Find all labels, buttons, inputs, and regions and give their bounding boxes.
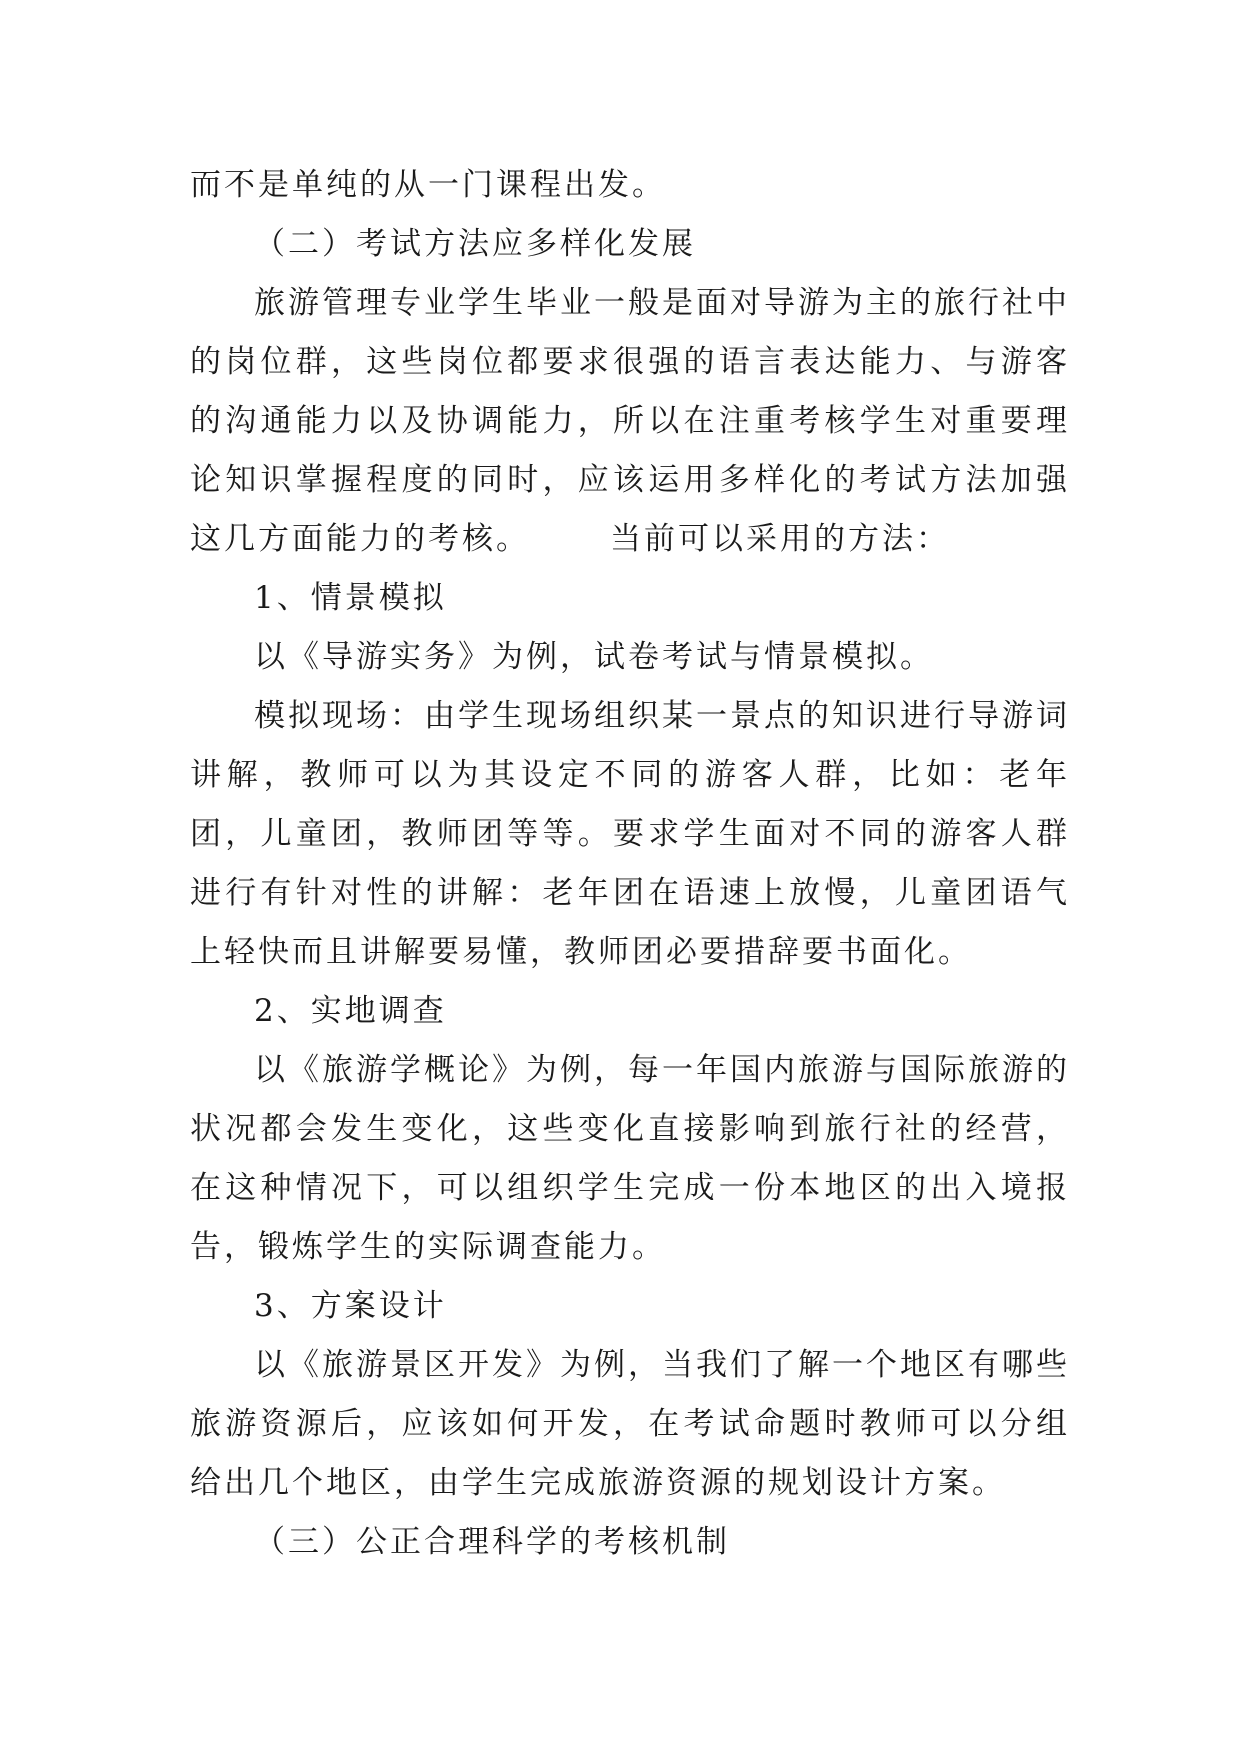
paragraph-exam-methods	[190, 274, 1070, 569]
paragraph-guide-practice: 以《导游实务》为例，试卷考试与情景模拟。	[254, 639, 934, 675]
subheading-field-survey: 2、实地调查	[254, 993, 447, 1029]
subheading-scenario-simulation: 1、情景模拟	[254, 580, 447, 616]
paragraph-simulation-scene: 模拟现场：由学生现场组织某一景点的知识进行导游词讲解，教师可以为其设定不同的游客人群，比如：老年团，儿童团，教师团等等。要求学生面对不同的游客人群进行有针对性的讲解：老年团在语速上放慢，儿童团语气上轻快而且讲解要易懂，教师团必要措辞要书面化。	[190, 698, 1070, 970]
document-body	[190, 156, 1070, 1572]
section-heading-2: （二）考试方法应多样化发展	[254, 226, 696, 262]
subheading-plan-design: 3、方案设计	[254, 1288, 447, 1324]
section-heading-3: （三）公正合理科学的考核机制	[254, 1524, 730, 1560]
paragraph-methods-intro: 当前可以采用的方法：	[610, 521, 950, 557]
paragraph-continuation: 而不是单纯的从一门课程出发。	[190, 167, 666, 203]
paragraph-tourism-intro: 以《旅游学概论》为例，每一年国内旅游与国际旅游的状况都会发生变化，这些变化直接影响到旅行社的经营，在这种情况下，可以组织学生完成一份本地区的出入境报告，锻炼学生的实际调查能力。	[190, 1052, 1070, 1265]
paragraph-exam-methods-text: 旅游管理专业学生毕业一般是面对导游为主的旅行社中的岗位群，这些岗位都要求很强的语言表达能力、与游客的沟通能力以及协调能力，所以在注重考核学生对重要理论知识掌握程度的同时，应该运用多样化的考试方法加强这几方面能力的考核。	[190, 285, 1070, 557]
paragraph-scenic-development: 以《旅游景区开发》为例，当我们了解一个地区有哪些旅游资源后，应该如何开发，在考试命题时教师可以分组给出几个地区，由学生完成旅游资源的规划设计方案。	[190, 1347, 1070, 1501]
